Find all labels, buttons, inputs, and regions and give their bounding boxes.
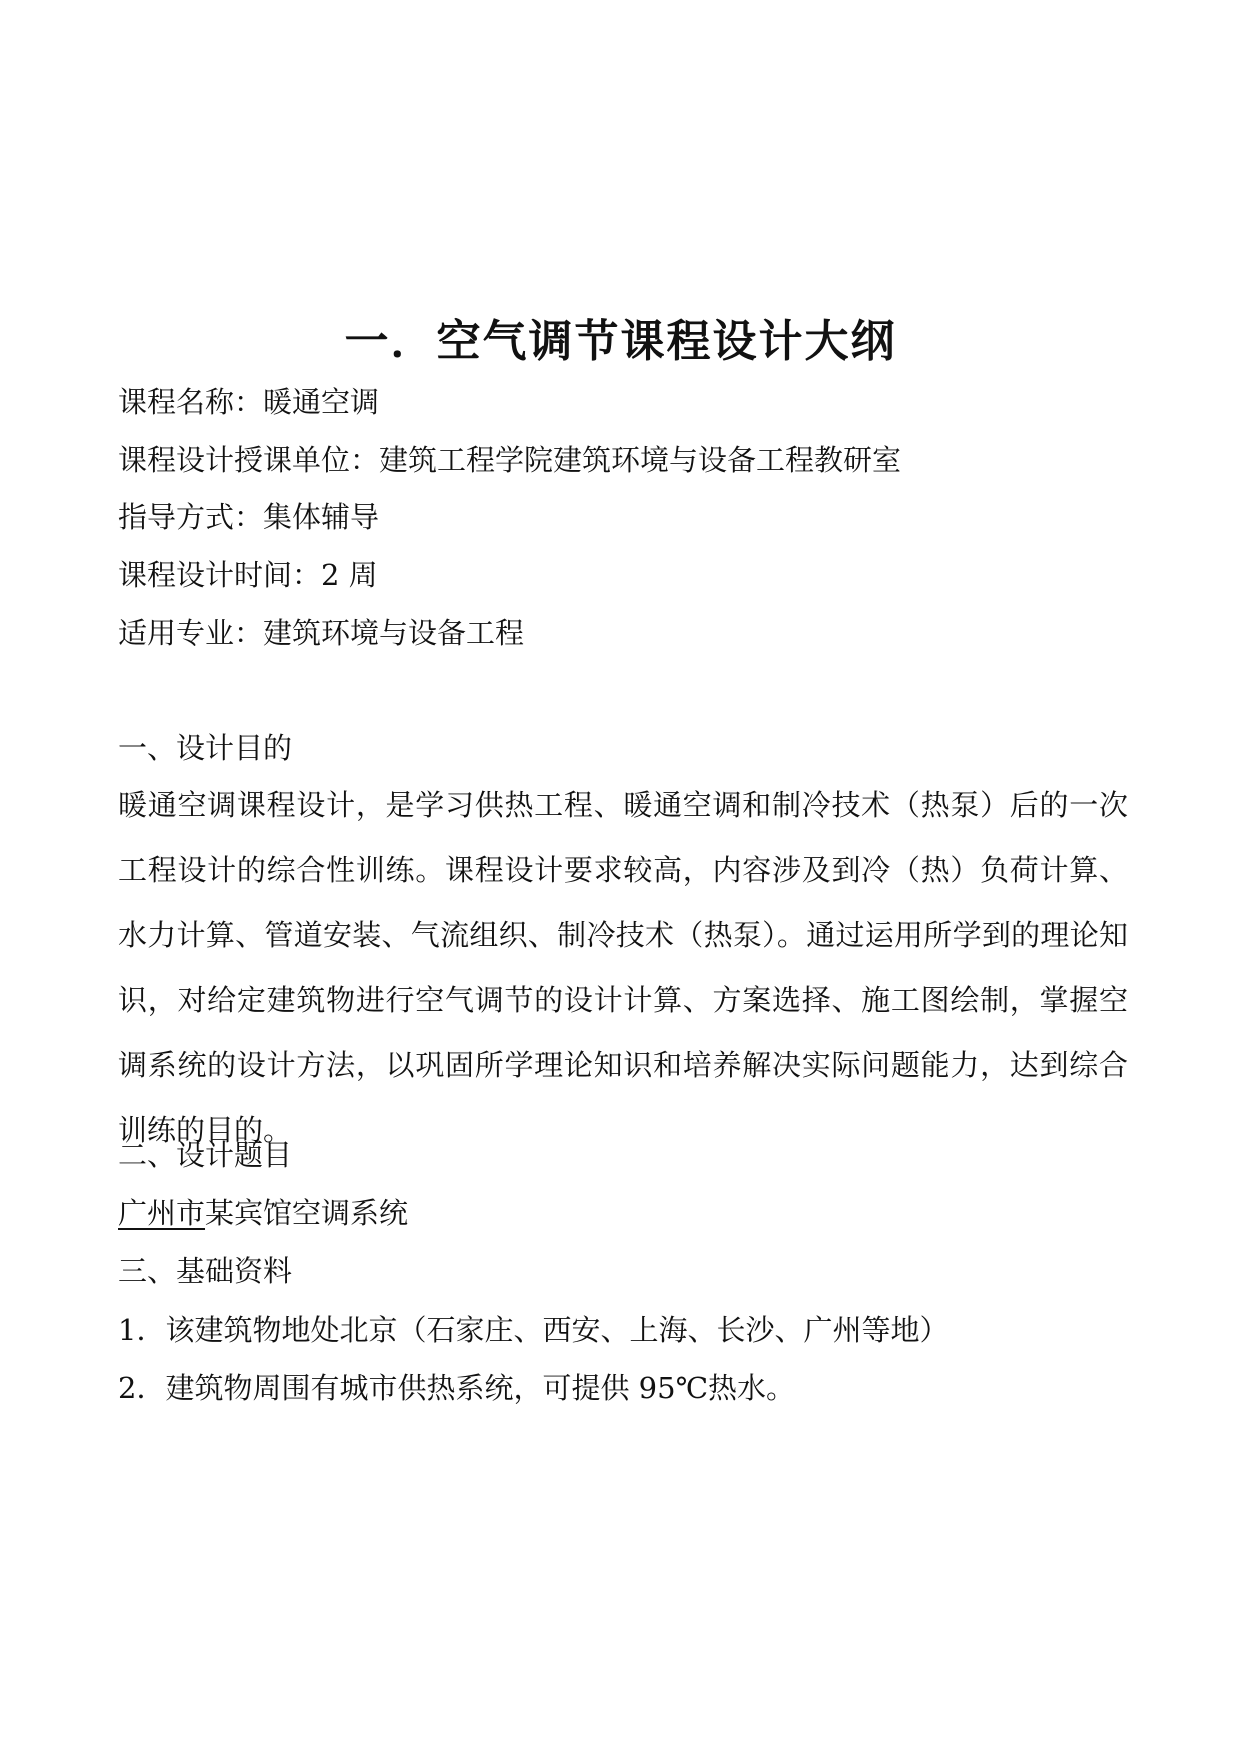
section-heading-topic <box>118 1135 292 1175</box>
purpose-paragraph: 暖通空调课程设计，是学习供热工程、暖通空调和制冷技术（热泵）后的一次工程设计的综合性训练。课程设计要求较高，内容涉及到冷（热）负荷计算、水力计算、管道安装、气流组织、制冷技术（热泵）。通过运用所学到的理论知识，对给定建筑物进行空气调节的设计计算、方案选择、施工图绘制，掌握空调系统的设计方法，以巩固所学理论知识和培养解决实际问题能力，达到综合训练的目的。 <box>118 788 1128 1147</box>
section-heading-purpose: 一、设计目的 <box>118 731 293 765</box>
guidance-method: 指导方式：集体辅导 <box>118 500 380 534</box>
section-heading-basic-data: 三、基础资料 <box>118 1254 293 1288</box>
section-heading-topic-text: 二、设计题目 <box>118 1138 293 1172</box>
document-title: 一．空气调节课程设计大纲 <box>344 316 897 367</box>
design-topic-city: 广州市 <box>118 1196 206 1230</box>
applicable-major: 适用专业：建筑环境与设备工程 <box>118 616 525 650</box>
design-duration: 课程设计时间：2 周 <box>118 558 378 592</box>
course-name: 课程名称：暖通空调 <box>118 385 380 419</box>
design-topic-rest: 某宾馆空调系统 <box>205 1196 409 1230</box>
basic-data-item-1: 1．该建筑物地处北京（石家庄、西安、上海、长沙、广州等地） <box>118 1313 949 1347</box>
basic-data-item-2: 2．建筑物周围有城市供热系统，可提供 95℃热水。 <box>118 1371 796 1405</box>
design-topic <box>118 1193 408 1233</box>
teaching-unit: 课程设计授课单位：建筑工程学院建筑环境与设备工程教研室 <box>118 443 902 477</box>
